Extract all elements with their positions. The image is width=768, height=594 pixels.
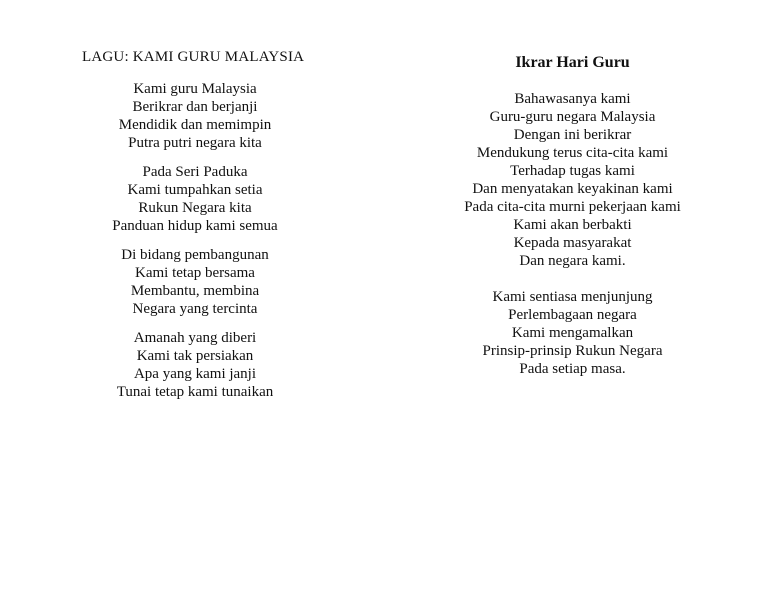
song-stanza-4: [60, 329, 330, 401]
song-stanza-1: [60, 80, 330, 152]
pledge-line: Guru-guru negara Malaysia: [489, 109, 656, 125]
pledge-line: Mendukung terus cita-cita kami: [476, 145, 669, 161]
lyric-line: Putra putri negara kita: [128, 135, 262, 151]
lyric-line: Amanah yang diberi: [133, 330, 257, 346]
song-title: LAGU: KAMI GURU MALAYSIA: [82, 49, 305, 65]
pledge-line: Kami mengamalkan: [511, 325, 634, 341]
lyric-line: Mendidik dan memimpin: [118, 117, 272, 133]
lyric-line: Membantu, membina: [130, 283, 260, 299]
lyric-line: Apa yang kami janji: [133, 366, 257, 382]
pledge-line: Kami akan berbakti: [513, 217, 632, 233]
song-stanza-3: [60, 246, 330, 318]
pledge-line: Dan menyatakan keyakinan kami: [472, 181, 673, 197]
pledge-line: Dan negara kami.: [519, 253, 626, 269]
lyric-line: Di bidang pembangunan: [121, 247, 269, 263]
pledge-line: Dengan ini berikrar: [513, 127, 632, 143]
lyric-line: Tunai tetap kami tunaikan: [116, 384, 274, 400]
lyric-line: Kami tak persiakan: [136, 348, 254, 364]
lyric-line: Kami guru Malaysia: [133, 81, 257, 97]
pledge-line: Bahawasanya kami: [514, 91, 631, 107]
pledge-line: Terhadap tugas kami: [510, 163, 635, 179]
pledge-title: Ikrar Hari Guru: [515, 54, 630, 71]
pledge-line: Perlembagaan negara: [508, 307, 637, 323]
lyric-line: Rukun Negara kita: [138, 200, 252, 216]
pledge-stanza-2: [420, 288, 725, 378]
pledge-stanza-1: [420, 90, 725, 270]
pledge-line: Kepada masyarakat: [513, 235, 632, 251]
pledge-line: Prinsip-prinsip Rukun Negara: [482, 343, 663, 359]
pledge-line: Pada setiap masa.: [519, 361, 626, 377]
lyric-line: Kami tumpahkan setia: [127, 182, 263, 198]
lyric-line: Kami tetap bersama: [135, 265, 255, 281]
pledge-line: Pada cita-cita murni pekerjaan kami: [464, 199, 681, 215]
pledge-text: [420, 90, 725, 396]
lyric-line: Panduan hidup kami semua: [112, 218, 278, 234]
pledge-line: Kami sentiasa menjunjung: [492, 289, 653, 305]
lyric-line: Negara yang tercinta: [132, 301, 258, 317]
lyric-line: Pada Seri Paduka: [142, 164, 248, 180]
song-stanza-2: [60, 163, 330, 235]
song-lyrics: [60, 80, 330, 412]
lyric-line: Berikrar dan berjanji: [132, 99, 258, 115]
